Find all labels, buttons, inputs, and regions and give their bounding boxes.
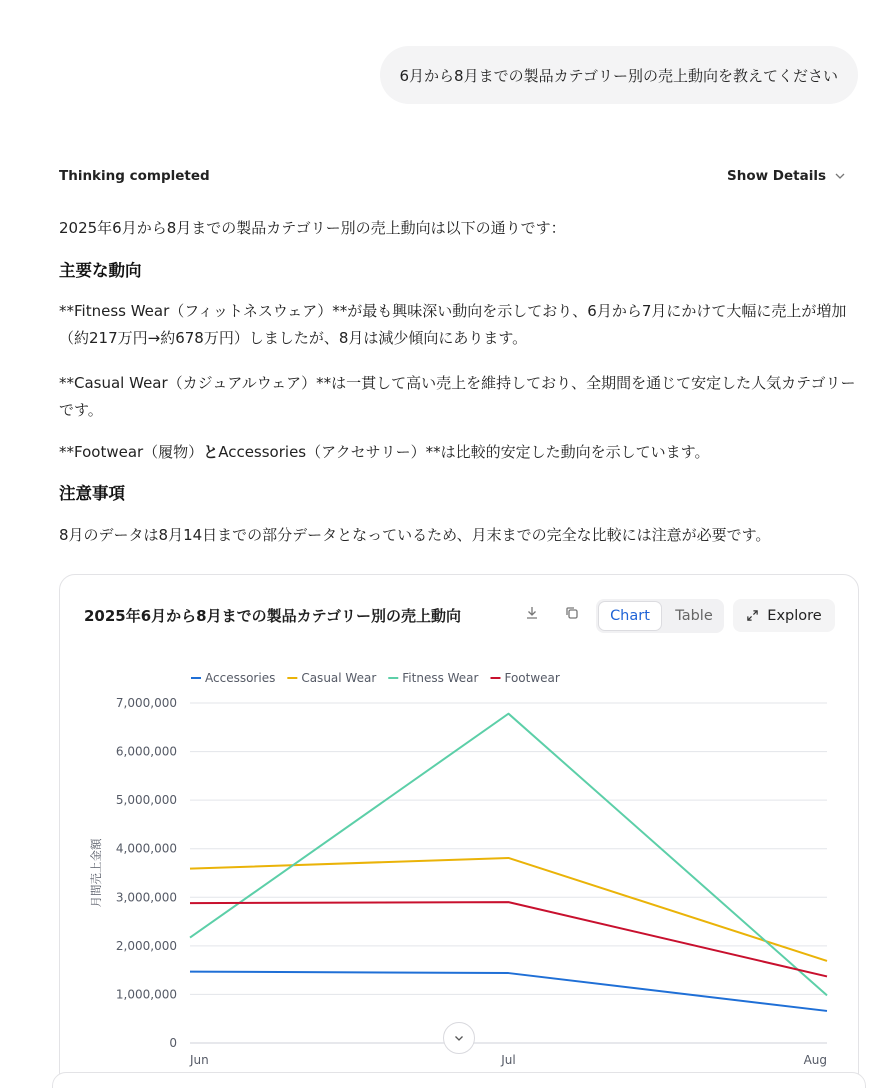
- answer-heading-notes: 注意事項: [59, 484, 125, 503]
- y-tick-label: 2,000,000: [115, 938, 177, 953]
- thinking-status: Thinking completed: [59, 168, 210, 184]
- y-tick-label: 4,000,000: [115, 841, 177, 856]
- y-tick-label: 0: [169, 1036, 177, 1050]
- scroll-down-button[interactable]: [443, 1022, 475, 1054]
- y-tick-label: 7,000,000: [115, 696, 177, 710]
- answer-paragraph-notes: 8月のデータは8月14日までの部分データとなっているため、月末までの完全な比較には注意が必要です。: [59, 526, 771, 544]
- legend-item: Accessories: [205, 671, 276, 685]
- answer-paragraph-footwear: [59, 439, 709, 466]
- legend-item: Casual Wear: [301, 671, 377, 685]
- message-input-box[interactable]: [52, 1072, 866, 1088]
- answer-paragraph-fitness: **Fitness Wear（フィットネスウェア）**が最も興味深い動向を示しており、6月から7月にかけて大幅に売上が増加（約217万円→約678万円）しましたが、8月は減少傾向にあります。: [59, 302, 847, 347]
- thinking-status-row: [59, 166, 846, 186]
- answer-paragraph-casual: **Casual Wear（カジュアルウェア）**は一貫して高い売上を維持しており、全期間を通じて安定した人気カテゴリーです。: [59, 374, 856, 419]
- x-tick-label: Jun: [190, 1053, 209, 1067]
- show-details-button[interactable]: [727, 168, 846, 184]
- y-tick-label: 6,000,000: [115, 744, 177, 759]
- answer-paragraph-footwear-part2: Accessories（アクセサリー）**は比較的安定した動向を示しています。: [218, 443, 710, 461]
- legend-item: Footwear: [504, 671, 560, 685]
- show-details-label: Show Details: [727, 168, 826, 184]
- y-tick-label: 3,000,000: [115, 890, 177, 905]
- answer-heading-main-trends: 主要な動向: [59, 261, 142, 280]
- chart-card: [59, 574, 859, 1088]
- answer-intro: 2025年6月から8月までの製品カテゴリー別の売上動向は以下の通りです：: [59, 219, 566, 237]
- chart-card-title: 2025年6月から8月までの製品カテゴリー別の売上動向: [84, 607, 462, 625]
- tab-table[interactable]: Table: [675, 608, 713, 624]
- user-message-text: 6月から8月までの製品カテゴリー別の売上動向を教えてください: [399, 66, 838, 85]
- y-tick-label: 5,000,000: [115, 793, 177, 808]
- x-tick-label: Aug: [803, 1053, 827, 1067]
- tab-chart[interactable]: Chart: [599, 602, 661, 630]
- series-line: [190, 902, 827, 976]
- answer-paragraph-footwear-bold: と: [203, 443, 219, 461]
- x-tick-label: Jul: [501, 1053, 516, 1067]
- explore-label: Explore: [767, 607, 822, 624]
- answer-paragraph-footwear-part1: **Footwear（履物）: [59, 443, 204, 461]
- series-line: [190, 972, 827, 1011]
- chevron-down-icon: [834, 170, 846, 182]
- y-tick-label: 1,000,000: [115, 987, 177, 1002]
- chevron-down-icon: [453, 1032, 465, 1044]
- line-chart: [60, 575, 859, 1088]
- y-axis-label: 月間売上金額: [89, 838, 103, 908]
- legend-item: Fitness Wear: [402, 671, 479, 685]
- user-message-bubble: [380, 46, 859, 104]
